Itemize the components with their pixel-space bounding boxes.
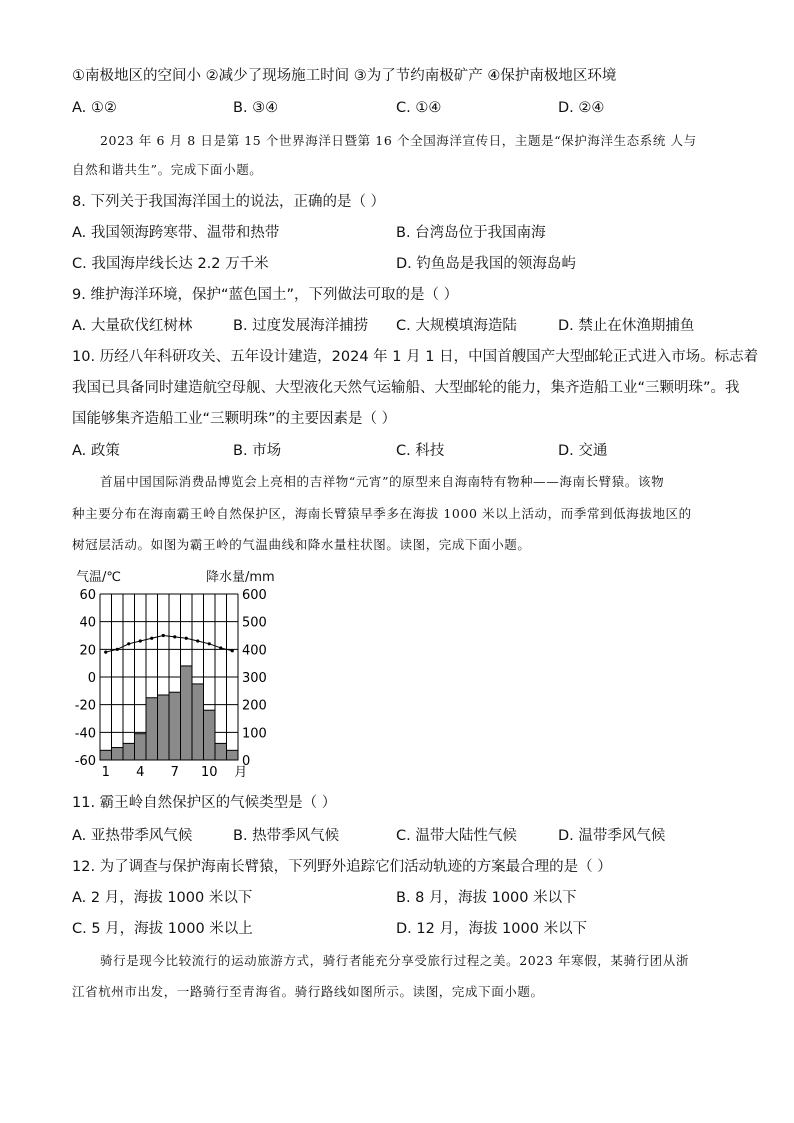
q10-option-c: C. 科技 xyxy=(396,443,445,459)
q12-stem: 12. 为了调查与保护海南长臂猿，下列野外追踪它们活动轨迹的方案最合理的是（ ） xyxy=(72,859,612,875)
q9-stem: 9. 维护海洋环境，保护“蓝色国土”，下列做法可取的是（ ） xyxy=(72,287,459,303)
intro3-line1: 骑行是现今比较流行的运动旅游方式，骑行者能充分享受旅行过程之美。2023 年寒假，某骑行团从浙 xyxy=(100,953,689,968)
temp-tick-label: 20 xyxy=(79,643,96,659)
precip-tick-label: 200 xyxy=(242,698,267,714)
precip-bar xyxy=(146,698,158,760)
q11-option-b: B. 热带季风气候 xyxy=(233,828,340,844)
temp-point xyxy=(185,637,188,640)
x-tick-label: 10 xyxy=(200,765,218,780)
intro1-line2: 自然和谐共生”。完成下面小题。 xyxy=(72,162,263,177)
q8-option-a: A. 我国领海跨寒带、温带和热带 xyxy=(72,225,280,241)
temp-point xyxy=(208,642,211,645)
q10-option-a: A. 政策 xyxy=(72,443,120,459)
precip-bar xyxy=(227,750,239,760)
precip-bar xyxy=(158,695,170,760)
q12-option-d: D. 12 月，海拔 1000 米以下 xyxy=(396,921,588,937)
temp-tick-label: -60 xyxy=(74,754,96,769)
q7-option-a: A. ①② xyxy=(72,100,117,116)
q12-option-a: A. 2 月，海拔 1000 米以下 xyxy=(72,890,253,906)
temp-point xyxy=(162,634,165,637)
x-axis-label: 月 xyxy=(234,765,248,780)
q9-option-b: B. 过度发展海洋捕捞 xyxy=(233,318,369,334)
q11-option-c: C. 温带大陆性气候 xyxy=(396,828,517,844)
temp-tick-label: -40 xyxy=(74,726,96,742)
q11-option-d: D. 温带季风气候 xyxy=(558,828,666,844)
climate-chart xyxy=(66,566,286,780)
temp-point xyxy=(104,651,107,654)
temp-axis-title: 气温/℃ xyxy=(76,570,121,585)
precip-bar xyxy=(123,743,135,760)
precip-axis-title: 降水量/mm xyxy=(206,570,275,585)
q7-option-d: D. ②④ xyxy=(558,100,605,116)
precip-bar xyxy=(204,710,216,760)
q8-option-d: D. 钓鱼岛是我国的领海岛屿 xyxy=(396,256,576,272)
q12-option-c: C. 5 月，海拔 1000 米以上 xyxy=(72,921,253,937)
temp-tick-label: -20 xyxy=(74,698,96,714)
q9-option-d: D. 禁止在休渔期捕鱼 xyxy=(558,318,695,334)
temp-point xyxy=(127,642,130,645)
temp-point xyxy=(139,639,142,642)
q8-stem: 8. 下列关于我国海洋国土的说法，正确的是（ ） xyxy=(72,194,386,210)
x-tick-label: 1 xyxy=(101,765,110,780)
precip-tick-label: 0 xyxy=(242,754,251,769)
q7-option-b: B. ③④ xyxy=(233,100,279,116)
temp-tick-label: 0 xyxy=(87,671,96,686)
q9-option-c: C. 大规模填海造陆 xyxy=(396,318,517,334)
precip-bar xyxy=(215,743,227,760)
q10-option-b: B. 市场 xyxy=(233,443,282,459)
q11-option-a: A. 亚热带季风气候 xyxy=(72,828,193,844)
intro1-line1: 2023 年 6 月 8 日是第 15 个世界海洋日暨第 16 个全国海洋宣传日，主题是“保护海洋生态系统 人与 xyxy=(100,133,697,148)
precip-tick-label: 600 xyxy=(242,588,267,603)
q8-option-c: C. 我国海岸线长达 2.2 万千米 xyxy=(72,256,269,272)
temp-point xyxy=(219,646,222,649)
q10-line2: 我国已具备同时建造航空母舰、大型液化天然气运输船、大型邮轮的能力，集齐造船工业“三颗明珠”。我 xyxy=(72,380,740,396)
precip-bar xyxy=(169,692,181,760)
x-tick-label: 7 xyxy=(170,765,179,780)
climate-chart-svg xyxy=(66,566,286,780)
temp-point xyxy=(231,649,234,652)
precip-bar xyxy=(135,734,147,760)
precip-tick-label: 100 xyxy=(242,726,267,742)
x-tick-label: 4 xyxy=(136,765,145,780)
temp-tick-label: 40 xyxy=(79,615,96,631)
q11-stem: 11. 霸王岭自然保护区的气候类型是（ ） xyxy=(72,795,337,811)
intro2-line2: 种主要分布在海南霸王岭自然保护区，海南长臂猿早季多在海拔 1000 米以上活动，而季常到低海拔地区的 xyxy=(72,506,692,521)
q12-option-b: B. 8 月，海拔 1000 米以下 xyxy=(396,890,577,906)
temp-tick-label: 60 xyxy=(79,588,96,603)
intro2-line1: 首届中国国际消费品博览会上亮相的吉祥物“元宵”的原型来自海南特有物种——海南长臂猿。该物 xyxy=(100,474,665,489)
q10-line1: 10. 历经八年科研攻关、五年设计建造，2024 年 1 月 1 日，中国首艘国产大型邮轮正式进入市场。标志着 xyxy=(72,349,759,365)
precip-bar xyxy=(100,750,112,760)
temp-point xyxy=(150,637,153,640)
q10-option-d: D. 交通 xyxy=(558,443,608,459)
temp-point xyxy=(116,648,119,651)
q9-option-a: A. 大量砍伐红树林 xyxy=(72,318,193,334)
intro2-line3: 树冠层活动。如图为霸王岭的气温曲线和降水量柱状图。读图，完成下面小题。 xyxy=(72,537,531,552)
q7-statements: ①南极地区的空间小 ②减少了现场施工时间 ③为了节约南极矿产 ④保护南极地区环境 xyxy=(72,68,617,84)
temp-point xyxy=(173,635,176,638)
q8-option-b: B. 台湾岛位于我国南海 xyxy=(396,225,546,241)
intro3-line2: 江省杭州市出发，一路骑行至青海省。骑行路线如图所示。读图，完成下面小题。 xyxy=(72,984,544,999)
temp-point xyxy=(196,639,199,642)
q7-option-c: C. ①④ xyxy=(396,100,442,116)
precip-tick-label: 400 xyxy=(242,643,267,659)
q10-line3: 国能够集齐造船工业“三颗明珠”的主要因素是（ ） xyxy=(72,411,397,427)
precip-bar xyxy=(181,666,193,760)
precip-bar xyxy=(112,748,124,760)
precip-tick-label: 500 xyxy=(242,615,267,631)
precip-bar xyxy=(192,684,204,760)
precip-tick-label: 300 xyxy=(242,671,267,686)
